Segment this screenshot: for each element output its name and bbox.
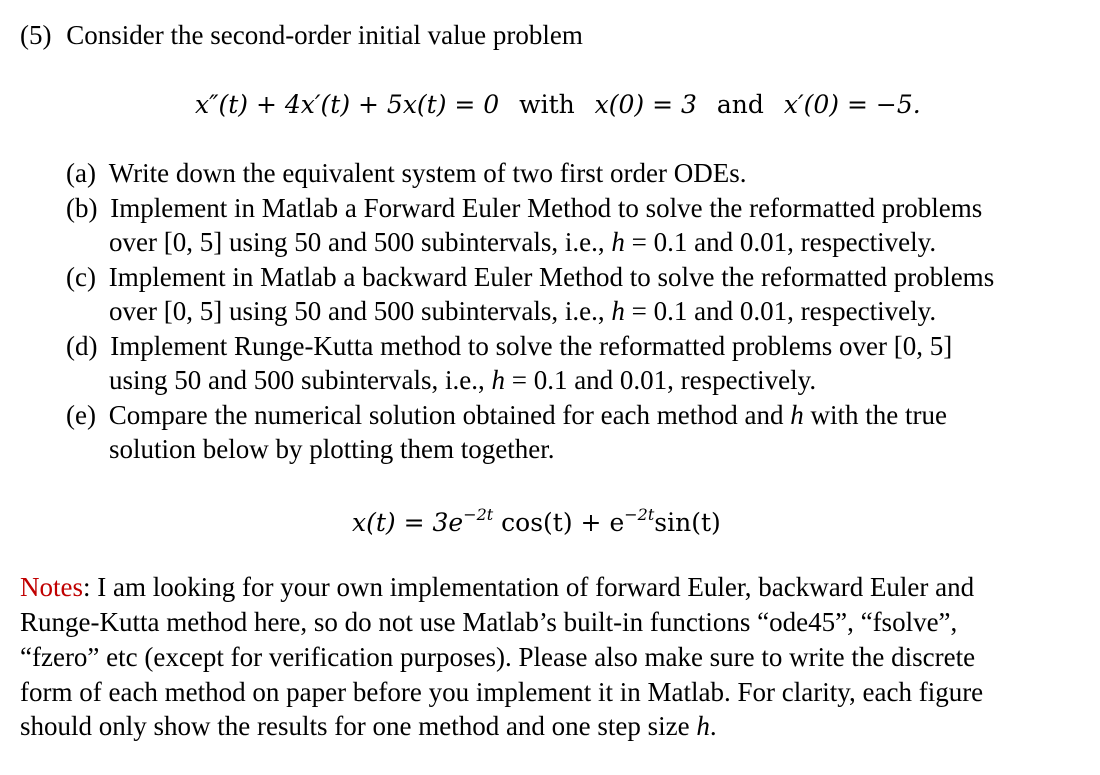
- problem-intro: Consider the second-order initial value problem: [66, 20, 583, 50]
- part-e-h-symbol: h: [790, 400, 804, 430]
- solution-exponent-2: −2t: [624, 505, 655, 524]
- part-e: [66, 398, 947, 432]
- notes-text-line3: “fzero” etc (except for verification purposes). Please also make sure to write the discrete: [20, 642, 976, 672]
- part-b: [66, 191, 982, 225]
- part-c-text-line1: Implement in Matlab a backward Euler Method to solve the reformatted problems: [108, 262, 995, 292]
- part-b-text-line2-pre: over [0, 5] using 50 and 500 subintervals, i.e.,: [109, 227, 612, 257]
- problem-heading: [20, 18, 583, 52]
- part-d-text-line2-post: = 0.1 and 0.01, respectively.: [504, 365, 817, 395]
- problem-number: (5): [20, 20, 52, 50]
- ode-ic1: x(0) = 3: [594, 90, 697, 119]
- notes-line-5: [20, 709, 717, 743]
- part-e-text-line2: solution below by plotting them together.: [109, 434, 555, 464]
- part-b-text-line2-post: = 0.1 and 0.01, respectively.: [624, 227, 937, 257]
- solution-exponent-1: −2t: [463, 505, 494, 524]
- part-d-label: (d): [66, 331, 98, 361]
- part-b-line2: [109, 225, 936, 259]
- ode-with: with: [519, 90, 575, 119]
- true-solution: [352, 506, 721, 543]
- part-d: [66, 329, 952, 363]
- part-d-line2: [109, 363, 816, 397]
- notes-text-line1: : I am looking for your own implementation of forward Euler, backward Euler and: [83, 572, 975, 602]
- part-c-label: (c): [66, 262, 96, 292]
- part-c-text-line2-pre: over [0, 5] using 50 and 500 subintervals, i.e.,: [109, 296, 612, 326]
- notes-text-line5-post: .: [709, 711, 717, 741]
- part-c-line2: [109, 294, 936, 328]
- part-e-line2: [109, 432, 554, 466]
- part-b-label: (b): [66, 193, 98, 223]
- solution-mid: cos(t) + e: [493, 508, 625, 537]
- part-d-text-line2-pre: using 50 and 500 subintervals, i.e.,: [109, 365, 492, 395]
- notes-line-1: [20, 570, 974, 604]
- part-e-text-line1-post: with the true: [803, 400, 947, 430]
- part-a-text: Write down the equivalent system of two first order ODEs.: [108, 158, 747, 188]
- part-c: [66, 260, 994, 294]
- notes-text-line4: form of each method on paper before you implement it in Matlab. For clarity, each figure: [20, 677, 984, 707]
- ode-lhs: x″(t) + 4x′(t) + 5x(t) = 0: [195, 90, 500, 119]
- part-e-label: (e): [66, 400, 96, 430]
- part-d-h-symbol: h: [491, 365, 505, 395]
- ode-equation: [195, 88, 921, 122]
- part-e-text-line1-pre: Compare the numerical solution obtained for each method and: [108, 400, 791, 430]
- solution-end: sin(t): [654, 508, 721, 537]
- part-a: [66, 156, 747, 190]
- part-c-h-symbol: h: [611, 296, 625, 326]
- notes-h-symbol: h: [696, 711, 710, 741]
- notes-line-4: [20, 675, 983, 709]
- notes-text-line5-pre: should only show the results for one method and one step size: [20, 711, 697, 741]
- ode-and: and: [716, 90, 764, 119]
- notes-text-line2: Runge-Kutta method here, so do not use Matlab’s built-in functions “ode45”, “fsolve”,: [20, 607, 958, 637]
- ode-ic2: x′(0) = −5.: [783, 90, 921, 119]
- part-a-label: (a): [66, 158, 96, 188]
- notes-line-2: [20, 605, 957, 639]
- solution-lhs: x(t) = 3e: [352, 508, 464, 537]
- part-d-text-line1: Implement Runge-Kutta method to solve the reformatted problems over [0, 5]: [110, 331, 953, 361]
- part-b-h-symbol: h: [611, 227, 625, 257]
- notes-line-3: [20, 640, 975, 674]
- notes-label: Notes: [20, 572, 83, 602]
- part-c-text-line2-post: = 0.1 and 0.01, respectively.: [624, 296, 937, 326]
- part-b-text-line1: Implement in Matlab a Forward Euler Method to solve the reformatted problems: [110, 193, 983, 223]
